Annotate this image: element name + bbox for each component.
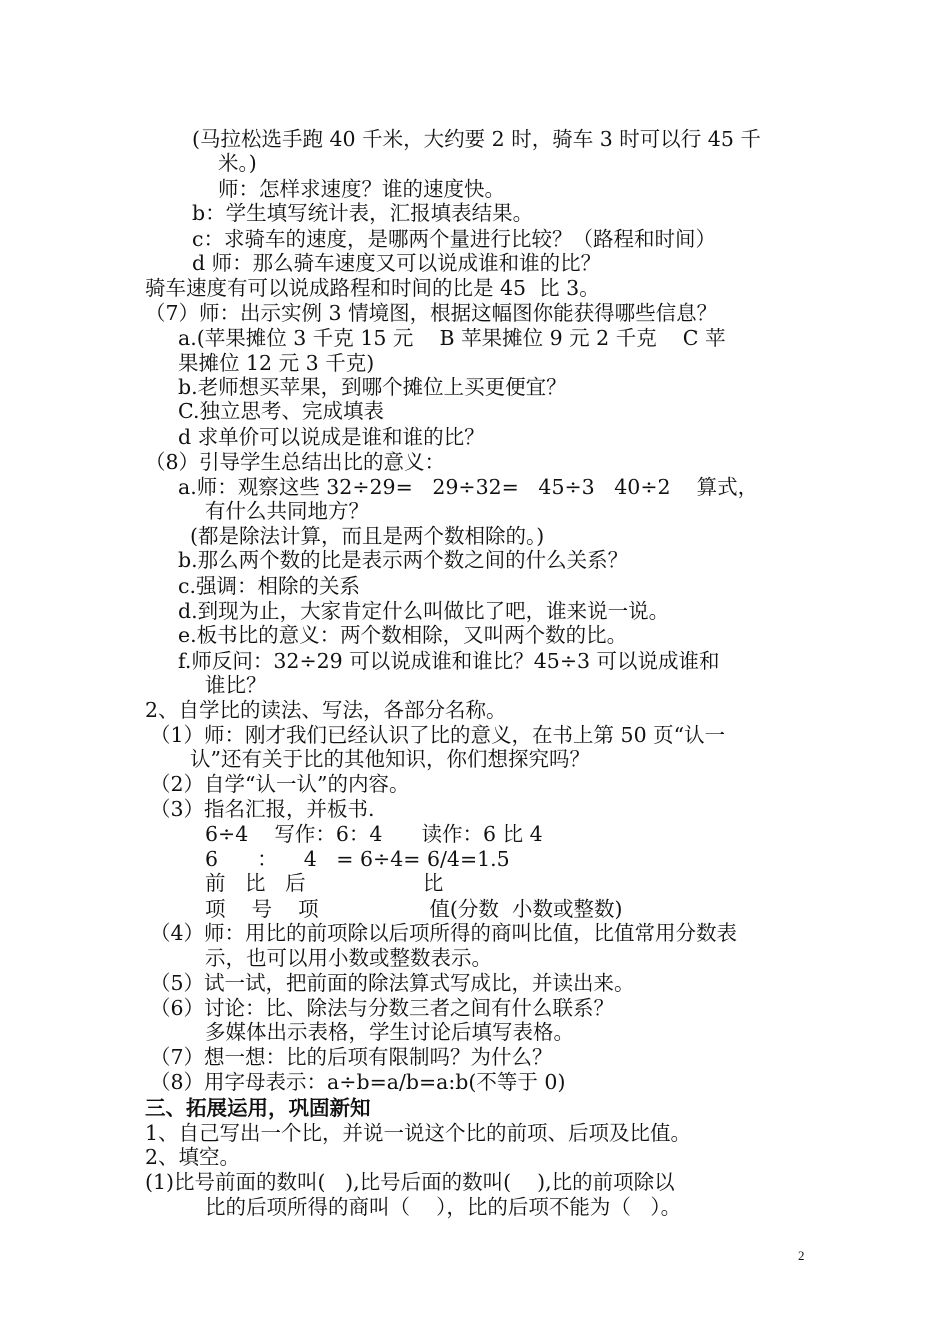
text-line: 米。) bbox=[218, 151, 257, 175]
text-line: a.(苹果摊位 3 千克 15 元 B 苹果摊位 9 元 2 千克 C 苹 bbox=[178, 326, 726, 350]
text-line: (1)比号前面的数叫( ),比号后面的数叫( ),比的前项除以 bbox=[145, 1170, 675, 1194]
text-line: （6）讨论：比、除法与分数三者之间有什么联系？ bbox=[150, 996, 615, 1020]
text-line: 前 比 后 比 bbox=[205, 871, 444, 895]
text-line: （8）引导学生总结出比的意义： bbox=[145, 450, 446, 474]
text-line: b.那么两个数的比是表示两个数之间的什么关系？ bbox=[178, 548, 629, 572]
text-line: 2、填空。 bbox=[145, 1145, 241, 1169]
text-line: b.老师想买苹果，到哪个摊位上买更便宜？ bbox=[178, 375, 567, 399]
text-line: 6 ： 4 = 6÷4= 6/4=1.5 bbox=[205, 847, 510, 871]
text-line: c：求骑车的速度，是哪两个量进行比较？（路程和时间） bbox=[192, 227, 716, 251]
text-line: 果摊位 12 元 3 千克) bbox=[178, 351, 375, 375]
text-line: 认”还有关于比的其他知识，你们想探究吗？ bbox=[190, 747, 590, 771]
text-line: 6÷4 写作：6：4 读作：6 比 4 bbox=[205, 822, 543, 846]
text-line: 比的后项所得的商叫（ ），比的后项不能为（ ）。 bbox=[205, 1195, 682, 1219]
text-line: C.独立思考、完成填表 bbox=[178, 399, 384, 423]
text-line: （7）想一想：比的后项有限制吗？为什么？ bbox=[150, 1045, 553, 1069]
text-line: 示，也可以用小数或整数表示。 bbox=[205, 946, 492, 970]
text-line: d 师：那么骑车速度又可以说成谁和谁的比？ bbox=[192, 251, 602, 275]
section-heading: 三、拓展运用，巩固新知 bbox=[145, 1096, 371, 1120]
text-line: (都是除法计算，而且是两个数相除的。) bbox=[190, 524, 545, 548]
text-line: 1、自己写出一个比，并说一说这个比的前项、后项及比值。 bbox=[145, 1121, 692, 1145]
text-line: a.师：观察这些 32÷29= 29÷32= 45÷3 40÷2 算式， bbox=[178, 475, 759, 499]
text-line: （3）指名汇报，并板书. bbox=[150, 797, 375, 821]
text-line: 项 号 项 值(分数 小数或整数) bbox=[205, 897, 623, 921]
text-line: （7）师：出示实例 3 情境图，根据这幅图你能获得哪些信息？ bbox=[145, 301, 718, 325]
text-line: （4）师：用比的前项除以后项所得的商叫比值，比值常用分数表 bbox=[150, 921, 738, 945]
text-line: e.板书比的意义：两个数相除，又叫两个数的比。 bbox=[178, 623, 628, 647]
text-line: 谁比？ bbox=[205, 673, 267, 697]
text-line: （5）试一试，把前面的除法算式写成比，并读出来。 bbox=[150, 971, 635, 995]
text-line: b：学生填写统计表，汇报填表结果。 bbox=[192, 201, 534, 225]
text-line: （2）自学“认一认”的内容。 bbox=[150, 772, 410, 796]
page-number: 2 bbox=[798, 1248, 805, 1263]
text-line: 多媒体出示表格，学生讨论后填写表格。 bbox=[205, 1020, 574, 1044]
text-line: 有什么共同地方？ bbox=[205, 499, 369, 523]
text-line: c.强调：相除的关系 bbox=[178, 574, 360, 598]
text-line: 骑车速度有可以说成路程和时间的比是 45 比 3。 bbox=[145, 276, 600, 300]
text-line: 师：怎样求速度？谁的速度快。 bbox=[218, 177, 505, 201]
text-line: f.师反问：32÷29 可以说成谁和谁比？45÷3 可以说成谁和 bbox=[178, 649, 720, 673]
text-line: d.到现为止，大家肯定什么叫做比了吧，谁来说一说。 bbox=[178, 599, 670, 623]
text-line: d 求单价可以说成是谁和谁的比？ bbox=[178, 425, 485, 449]
text-line: （1）师：刚才我们已经认识了比的意义，在书上第 50 页“认一 bbox=[150, 723, 726, 747]
text-line: 2、自学比的读法、写法，各部分名称。 bbox=[145, 698, 507, 722]
text-line: （8）用字母表示：a÷b=a/b=a:b(不等于 0) bbox=[150, 1070, 566, 1094]
text-line: (马拉松选手跑 40 千米，大约要 2 时，骑车 3 时可以行 45 千 bbox=[192, 127, 761, 151]
